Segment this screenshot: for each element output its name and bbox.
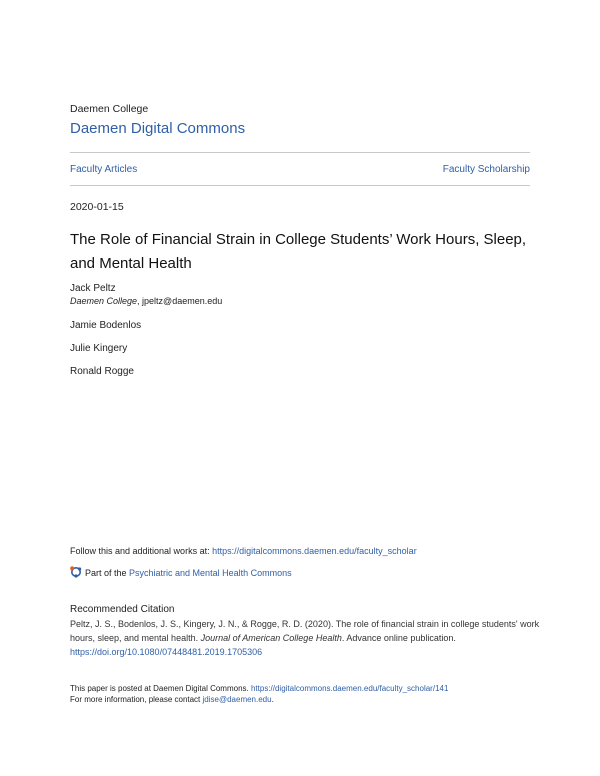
affiliation-name: Daemen College xyxy=(70,296,138,306)
faculty-scholarship-link[interactable]: Faculty Scholarship xyxy=(442,164,530,175)
footer-posted-line xyxy=(70,684,448,693)
footer-contact-text: For more information, please contact xyxy=(70,695,203,704)
author-name: Jamie Bodenlos xyxy=(70,320,142,331)
paper-title: The Role of Financial Strain in College Students’ Work Hours, Sleep, and Mental Health xyxy=(70,231,527,272)
institution-name: Daemen College xyxy=(70,103,149,115)
citation-part-2: . Advance online publication. xyxy=(341,633,456,643)
repository-title-link[interactable]: Daemen Digital Commons xyxy=(70,120,246,137)
citation-part-1: Peltz, J. S., Bodenlos, J. S., Kingery, J. N., & Rogge, R. D. (2020). The role of financial strain in college students' work hours, sleep, and mental health. xyxy=(70,619,540,643)
divider-bottom xyxy=(70,185,530,186)
author-name: Julie Kingery xyxy=(70,343,128,354)
doi-link[interactable]: https://doi.org/10.1080/07448481.2019.1705306 xyxy=(70,647,263,657)
citation-text xyxy=(70,617,540,659)
author-name: Ronald Rogge xyxy=(70,366,134,377)
contact-email-link[interactable]: jdise@daemen.edu xyxy=(202,695,272,704)
author-email: , jpeltz@daemen.edu xyxy=(137,296,223,306)
commons-link[interactable]: Psychiatric and Mental Health Commons xyxy=(129,568,292,578)
footer-contact-end: . xyxy=(271,695,274,704)
follow-line xyxy=(70,546,417,556)
footer-contact-line xyxy=(70,695,274,704)
citation-heading: Recommended Citation xyxy=(70,604,175,615)
follow-text: Follow this and additional works at: xyxy=(70,546,213,556)
part-of-line xyxy=(70,566,292,578)
journal-name: Journal of American College Health xyxy=(200,633,342,643)
follow-url-link[interactable]: https://digitalcommons.daemen.edu/faculty_scholar xyxy=(212,546,417,556)
author-name: Jack Peltz xyxy=(70,283,116,294)
publication-date: 2020-01-15 xyxy=(70,201,124,213)
faculty-articles-link[interactable]: Faculty Articles xyxy=(70,164,138,175)
divider-top xyxy=(70,152,530,153)
author-affiliation xyxy=(70,296,222,306)
footer-url-link[interactable]: https://digitalcommons.daemen.edu/faculty_scholar/141 xyxy=(250,684,449,693)
network-icon xyxy=(70,566,82,578)
footer-posted-text: This paper is posted at Daemen Digital Commons. xyxy=(70,684,251,693)
part-of-prefix: Part of the xyxy=(85,568,130,578)
